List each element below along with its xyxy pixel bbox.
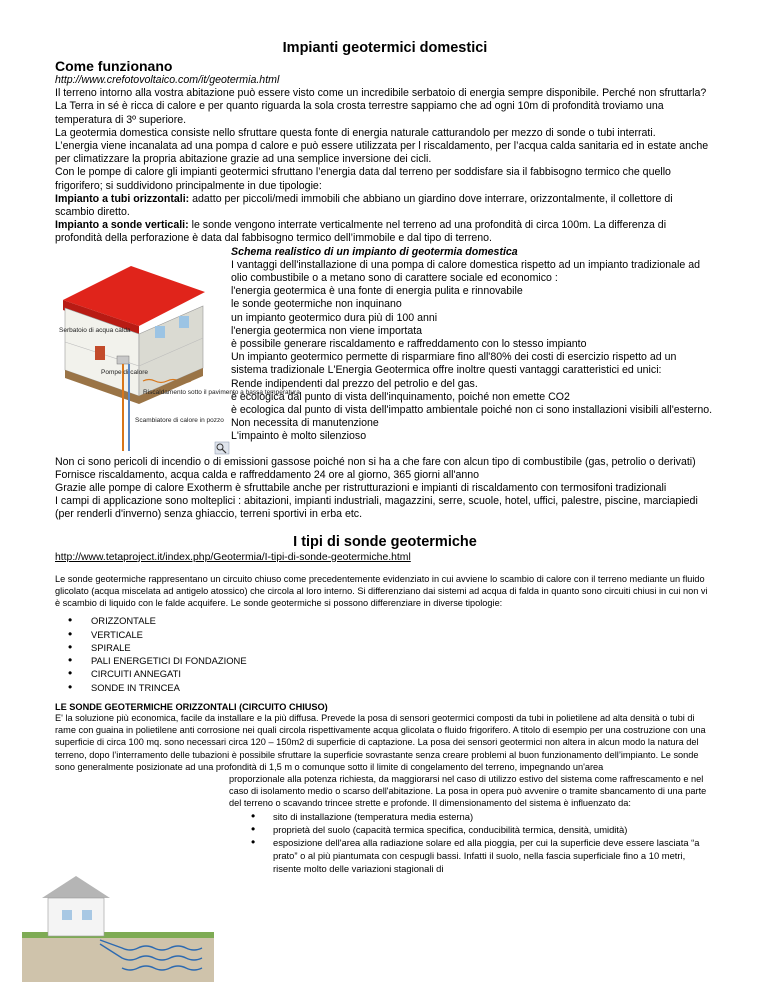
type-vertical xyxy=(55,219,715,245)
label-exchanger: Scambiatore di calore in pozzo xyxy=(135,416,224,424)
source-url[interactable]: http://www.crefotovoltaico.com/it/geotermia.html xyxy=(55,74,280,86)
para-5: Con le pompe di calore gli impianti geotermici sfruttano l’energia data dal terreno per soddisfare sia il fabbisogno termico che quello frigorifero; si suddividono principalmente in due tipologie: xyxy=(55,166,671,192)
section-heading-types: I tipi di sonde geotermiche xyxy=(293,533,477,550)
factors-list xyxy=(229,810,715,875)
advantage-2: le sonde geotermiche non inquinano xyxy=(231,298,402,311)
subsection-text: E' la soluzione più economica, facile da installare e la più diffusa. Prevede la posa di sensori geotermici composti da tubi in polietilene ad alta densità o tubi di rame con guaina in polietilene anti corrosione nei quali circola rispettivamente acqua glicolata o fluido frigorifero. A titolo di esempio per una costruzione con una superficie di circa 100 mq. sono necessari circa 120 – 150m2 di superficie di captazione. La posa dei sensori geotermici non altera in alcun modo la natura del terreno, dopo l’interramento delle tubazioni è possibile sfruttare la superficie sovrastante senza creare problemi al buon funzionamento dell’impianto. Le sonde sono generalmente posizionate ad una profondità di 1,5 m o comunque sotto il limite di congelamento del terreno, impegnando un'area xyxy=(55,713,706,772)
advantage-5: è possibile generare riscaldamento e raffreddamento con lo stesso impianto xyxy=(231,338,587,351)
advantage-3: un impianto geotermico dura più di 100 anni xyxy=(231,311,438,324)
list-item: • esposizione dell'area alla radiazione solare ed alla pioggia, per cui la superficie deve essere lasciata “a prato” o al più piantumata con cespugli bassi. Infatti il suolo, nella fascia superficiale fino a 10 metri, risente molto delle variazioni stagionali di xyxy=(273,836,715,875)
after-3: I campi di applicazione sono molteplici : abitazioni, impianti industriali, magazzini, serre, scuole, hotel, uffici, palestre, piscine, marciapiedi (per renderli d'inverno) senza ghiaccio, terreni sportivi in erba etc. xyxy=(55,495,698,521)
type-vertical-text: le sonde vengono interrate verticalmente nel terreno ad una profondità di circa 100m. La differenza di profondità della perforazione è data dal fabbisogno termico dell’immobile e dal tipo di terreno. xyxy=(55,219,667,245)
list-item: • ORIZZONTALE xyxy=(91,614,715,627)
figure-row xyxy=(55,246,715,456)
label-tank: Serbatoio di acqua calda xyxy=(59,326,131,334)
list-item: • CIRCUITI ANNEGATI xyxy=(91,667,715,680)
advantages-column xyxy=(231,246,715,456)
type-horizontal-text: adatto per piccoli/medi immobili che abbiano un giardino dove interrare, orizzontalmente, il collettore di scambio diretto. xyxy=(55,192,673,219)
list-item: • SPIRALE xyxy=(91,641,715,654)
after-1: Fornisce riscaldamento, acqua calda e raffreddamento 24 ore al giorno, 365 giorni all'anno xyxy=(55,468,480,481)
after-2: Grazie alle pompe di calore Exotherm è sfruttabile anche per ristrutturazioni e impianti di riscaldamento con termosifoni tradizionali xyxy=(55,482,667,495)
source-url-2[interactable]: http://www.tetaproject.it/index.php/Geotermia/I-tipi-di-sonde-geotermiche.html xyxy=(55,551,411,563)
advantage-8: è ecologica dal punto di vista dell'inquinamento, poiché non emette CO2 xyxy=(231,390,570,403)
zoom-icon xyxy=(215,442,229,454)
label-floor: Riscaldamento sotto il pavimento a bassa temperatura xyxy=(143,388,300,396)
wrap-text: proporzionale alla potenza richiesta, da maggiorarsi nel caso di utilizzo estivo del sistema come raffrescamento e nel caso di isolamento medio o scarso dell'abitazione. La posa in opera può avvenire o tramite sbancamento di una parte del terreno o scavando trincee strette e profonde. Il dimensionamento del sistema è influenzato da: xyxy=(229,774,707,809)
label-pump: Pompe di calore xyxy=(101,368,148,376)
after-0: Non ci sono pericoli di incendio o di emissioni gassose poiché non si ha a che fare con alcun tipo di combustibile (gas, petrolio o derivati) xyxy=(55,455,696,468)
type-vertical-label: Impianto a sonde verticali: xyxy=(55,219,189,232)
list-item: • VERTICALE xyxy=(91,628,715,641)
advantage-6: Un impianto geotermico permette di risparmiare fino all'80% dei costi di esercizio rispetto ad un sistema tradizionale L'Energia Geotermica offre inoltre questi vantaggi caratteristici ed unici: xyxy=(231,351,677,377)
list-item: • proprietà del suolo (capacità termica specifica, conducibilità termica, densità, umidità) xyxy=(273,823,715,836)
para-3: La geotermia domestica consiste nello sfruttare questa fonte di energia naturale catturandolo per mezzo di sonde o tubi interrati. xyxy=(55,126,656,139)
subsection-heading: LE SONDE GEOTERMICHE ORIZZONTALI (CIRCUITO CHIUSO) xyxy=(55,702,328,713)
advantage-0: I vantaggi dell'installazione di una pompa di calore domestica rispetto ad un impianto tradizionale ad olio combustibile o a metano sono di carattere sociale ed economico : xyxy=(231,258,701,285)
horizontal-probe-image xyxy=(22,858,214,982)
advantage-4: l'energia geotermica non viene importata xyxy=(231,324,423,337)
advantage-7: Rende indipendenti dal prezzo del petrolio e del gas. xyxy=(231,377,478,390)
advantage-10: Non necessita di manutenzione xyxy=(231,417,379,430)
para-2: La Terra in sé è ricca di calore e per quanto riguarda la sola crosta terrestre sappiamo che ad ogni 10m di profondità troviamo una temperatura di 3º superiore. xyxy=(55,100,664,126)
type-horizontal xyxy=(55,193,715,219)
para-1: Il terreno intorno alla vostra abitazione può essere visto come un incredibile serbatoio di energia sempre disponibile. Perché non sfruttarla? xyxy=(55,87,707,100)
figure-caption: Schema realistico di un impianto di geotermia domestica xyxy=(231,245,518,258)
list-item: • SONDE IN TRINCEA xyxy=(91,681,715,694)
list-item: • sito di installazione (temperatura media esterna) xyxy=(273,810,715,823)
advantage-1: l'energia geotermica è una fonte di energia pulita e rinnovabile xyxy=(231,285,523,298)
horizontal-probe-diagram xyxy=(22,858,214,982)
para-4: L’energia viene incanalata ad una pompa d calore e può essere utilizzata per l riscaldamento, per l’acqua calda sanitaria ed in estate anche per climatizzare la propria abitazione grazie ad una semplice inversione dei cicli. xyxy=(55,140,709,166)
document-page xyxy=(55,0,715,875)
advantage-9: è ecologica dal punto di vista dell'impatto ambientale poiché non ci sono installazioni visibili all'esterno. xyxy=(231,404,713,417)
advantage-11: L'impainto è molto silenzioso xyxy=(231,430,367,443)
types-intro: Le sonde geotermiche rappresentano un circuito chiuso come precedentemente evidenziato in cui avviene lo scambio di calore con il terreno mediante un fluido glicolato (acqua miscelata ad antigelo atossico) che circola al loro interno. Si differenziano dai sistemi ad acqua di falda in quanto sono circuiti chiusi in cui non vi è scambio di liquido con le falde acquifere. Le sonde geotermiche si possono differenziare in diverse tipologie: xyxy=(55,573,708,609)
types-list xyxy=(55,614,715,694)
type-horizontal-label: Impianto a tubi orizzontali: xyxy=(55,192,190,205)
list-item: • PALI ENERGETICI DI FONDAZIONE xyxy=(91,654,715,667)
wrapped-text-block xyxy=(229,773,715,875)
section-heading-how: Come funzionano xyxy=(55,58,173,74)
document-title: Impianti geotermici domestici xyxy=(282,40,488,56)
